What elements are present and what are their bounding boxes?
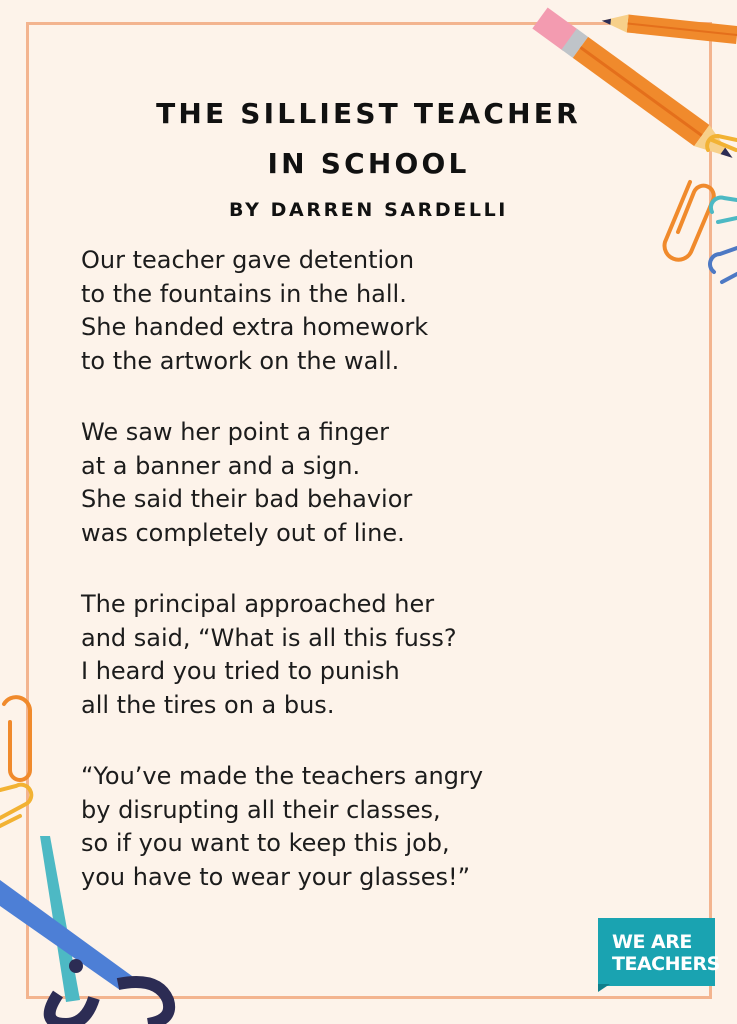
poem-line: The principal approached her	[81, 590, 435, 618]
poem-line: “You’ve made the teachers angry	[81, 762, 484, 790]
poem-line: and said, “What is all this fuss?	[81, 623, 457, 652]
poem-byline: BY DARREN SARDELLI	[229, 199, 508, 221]
we-are-teachers-logo	[598, 918, 720, 992]
poem-line: to the fountains in the hall.	[81, 279, 407, 308]
paperclip-icon	[0, 697, 31, 826]
poem-line: I heard you tried to punish	[81, 657, 400, 685]
logo-line-2: TEACHERS	[612, 953, 720, 975]
poem-stanza	[81, 244, 483, 378]
poem-line: so if you want to keep this job,	[81, 829, 450, 857]
poem-line: by disrupting all their classes,	[81, 795, 441, 824]
poem-body	[81, 244, 483, 932]
poem-line: to the artwork on the wall.	[81, 346, 400, 375]
poem-line: was completely out of line.	[81, 518, 405, 547]
logo-line-1: WE ARE	[612, 931, 692, 953]
pencil-icon	[601, 12, 737, 44]
poem-line: Our teacher gave detention	[81, 246, 415, 274]
poem-line: We saw her point a finger	[81, 418, 390, 446]
poem-stanza	[81, 760, 483, 894]
poem-line: She handed extra homework	[81, 313, 429, 341]
poem-stanza	[81, 588, 483, 722]
poem-line: at a banner and a sign.	[81, 451, 361, 480]
poem-title-line-1: THE SILLIEST TEACHER	[156, 97, 581, 130]
poem-line: all the tires on a bus.	[81, 690, 335, 719]
poem-line: She said their bad behavior	[81, 485, 413, 513]
poem-line: you have to wear your glasses!”	[81, 862, 471, 891]
poem-title-line-2: IN SCHOOL	[267, 147, 470, 180]
logo-tail	[598, 984, 610, 992]
poem-stanza	[81, 416, 483, 550]
